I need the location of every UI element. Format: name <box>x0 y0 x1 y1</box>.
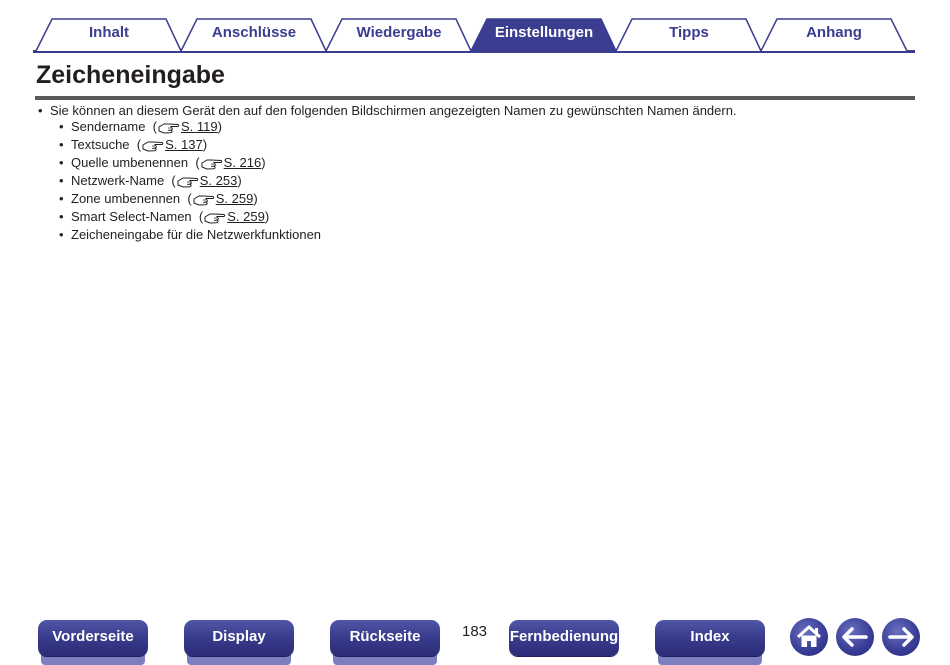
item-label: Quelle umbenennen <box>71 155 189 170</box>
tab-bar <box>0 0 950 56</box>
tab-anhang[interactable]: Anhang <box>806 24 862 41</box>
page-ref-link[interactable]: S. 216 <box>200 155 262 170</box>
display-button[interactable]: Display <box>184 620 294 656</box>
item-label: Zeicheneingabe für die Netzwerkfunktionen <box>71 227 322 242</box>
arrow-left-icon <box>836 618 874 656</box>
tab-anschluesse[interactable]: Anschlüsse <box>211 24 297 41</box>
item-label: Sendername <box>71 119 146 134</box>
item-label: Textsuche <box>71 137 130 152</box>
pointing-hand-icon <box>204 211 226 224</box>
bullet: • <box>38 103 43 118</box>
page-title: Zeicheneingabe <box>36 61 225 89</box>
pointing-hand-icon <box>177 175 199 188</box>
title-divider <box>35 96 915 100</box>
pointing-hand-icon <box>158 121 180 134</box>
previous-page-button[interactable] <box>836 618 874 656</box>
home-icon <box>790 618 828 656</box>
item-label: Smart Select-Namen <box>71 209 192 224</box>
index-button[interactable]: Index <box>655 620 765 656</box>
item-label: Zone umbenennen <box>71 191 181 206</box>
remote-control-button[interactable]: Fernbedienung <box>509 620 619 656</box>
next-page-button[interactable] <box>882 618 920 656</box>
pointing-hand-icon <box>201 157 223 170</box>
tab-inhalt[interactable]: Inhalt <box>89 24 129 41</box>
rear-panel-button[interactable]: Rückseite <box>330 620 440 656</box>
page-ref-link[interactable]: S. 259 <box>203 209 265 224</box>
home-button[interactable] <box>790 618 828 656</box>
tab-wiedergabe[interactable]: Wiedergabe <box>356 24 442 41</box>
page-ref-link[interactable]: S. 253 <box>176 173 238 188</box>
page-ref-link[interactable]: S. 259 <box>192 191 254 206</box>
front-panel-button[interactable]: Vorderseite <box>38 620 148 656</box>
intro-text: Sie können an diesem Gerät den auf den folgenden Bildschirmen angezeigten Namen zu gewünschten Namen ändern. <box>50 103 737 118</box>
pointing-hand-icon <box>142 139 164 152</box>
page-number: 183 <box>462 623 488 640</box>
item-label: Netzwerk-Name <box>71 173 165 188</box>
page-ref-link[interactable]: S. 119 <box>157 119 218 134</box>
arrow-right-icon <box>882 618 920 656</box>
tab-tipps[interactable]: Tipps <box>669 24 709 41</box>
pointing-hand-icon <box>193 193 215 206</box>
tab-einstellungen[interactable]: Einstellungen <box>494 24 594 41</box>
page-ref-link[interactable]: S. 137 <box>141 137 203 152</box>
